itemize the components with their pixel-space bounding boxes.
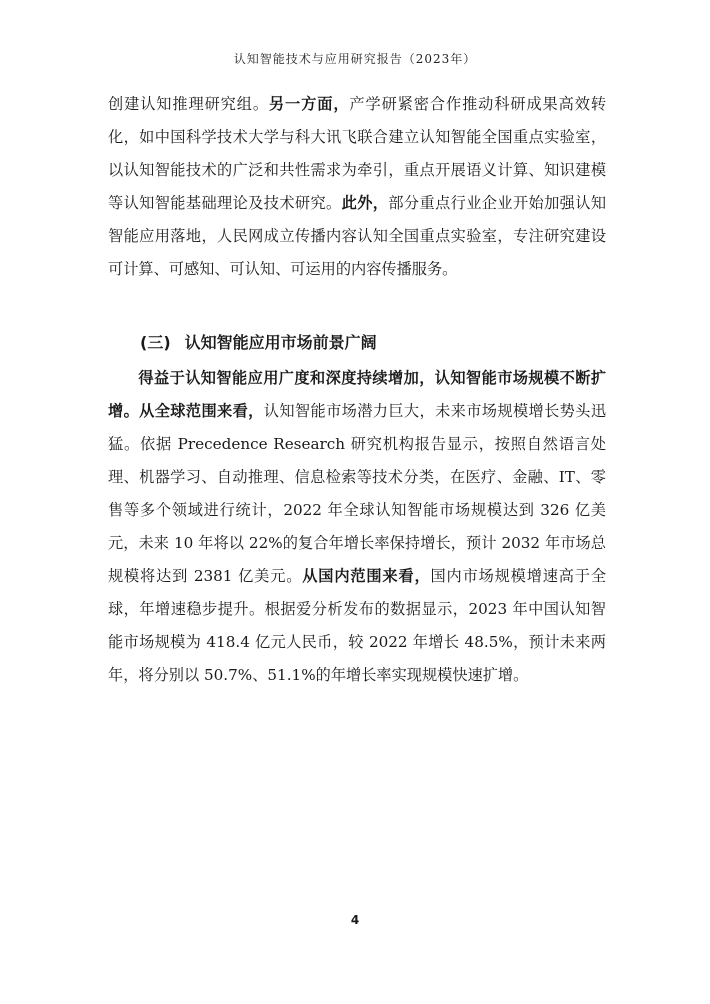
paragraph-text: 认知智能市场潜力巨大，未来市场规模增长势头迅猛。依据 Precedence Research 研究机构报告显示，按照自然语言处理、机器学习、自动推理、信息检索等技术分类，在医疗、金融、IT、零售等多个领域进行统计，2022 年全球认知智能市场规模达到 326 亿美元，未来 10 年将以 22%的复合年增长率保持增长，预计 2032 年市场总规模将达到 2381 亿美元。 — [108, 402, 607, 585]
page-number: 4 — [350, 913, 360, 927]
bold-phrase: 从国内范围来看， — [302, 567, 431, 585]
section-heading — [108, 330, 606, 356]
document-body — [108, 88, 606, 692]
bold-phrase: 此外， — [341, 194, 389, 212]
page-header: 认知智能技术与应用研究报告（2023年） — [233, 52, 477, 66]
paragraph-research-institutions — [108, 88, 606, 286]
paragraph-text: 部分重点行业企业开始加强认知智能应用落地，人民网成立传播内容认知全国重点实验室，专注研究建设可计算、可感知、可认知、可运用的内容传播服务。 — [108, 194, 607, 278]
paragraph-market-outlook — [108, 362, 606, 692]
section-number: (三) — [140, 333, 171, 352]
paragraph-text: 国内市场规模增速高于全球，年增速稳步提升。根据爱分析发布的数据显示，2023 年中国认知智能市场规模为 418.4 亿元人民币，较 2022 年增长 48.5%，预计未来两年，将分别以 50.7%、51.1%的年增长率实现规模快速扩增。 — [108, 567, 607, 684]
bold-phrase: 得益于认知智能应用广度和深度持续增加，认知智能市场规模不断扩增。 — [108, 369, 606, 420]
bold-phrase: 从全球范围来看， — [139, 402, 264, 420]
paragraph-text: 产学研紧密合作推动科研成果高效转化，如中国科学技术大学与科大讯飞联合建立认知智能全国重点实验室，以认知智能技术的广泛和共性需求为牵引，重点开展语义计算、知识建模等认知智能基础理论及技术研究。 — [108, 95, 606, 212]
bold-phrase: 另一方面， — [268, 95, 350, 113]
paragraph-text: 创建认知推理研究组。 — [108, 95, 269, 113]
section-title: 认知智能应用市场前景广阔 — [184, 333, 377, 352]
